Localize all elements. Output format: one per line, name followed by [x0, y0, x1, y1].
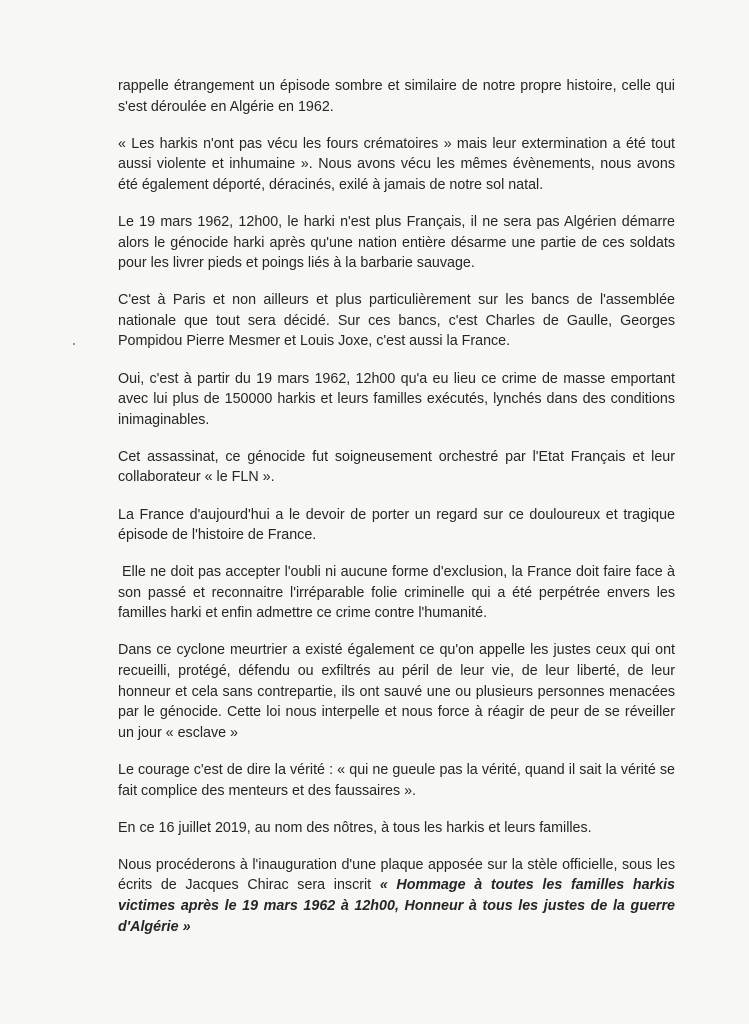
paragraph-history-echo: rappelle étrangement un épisode sombre et similaire de notre propre histoire, celle qui s'est déroulée en Algérie en 1962. [118, 78, 675, 115]
paragraph-crime-de-masse: Oui, c'est à partir du 19 mars 1962, 12h00 qu'a eu lieu ce crime de masse emportant avec lui plus de 150000 harkis et leurs familles exécutés, lynchés dans des conditions inimaginables. [118, 370, 675, 428]
paragraph-paris-assemblee: C'est à Paris et non ailleurs et plus particulièrement sur les bancs de l'assemblée nationale que tout sera décidé. Sur ces bancs, c'est Charles de Gaulle, Georges Pompidou Pierre Mesmer et Louis Joxe, c'est aussi la France. [118, 292, 675, 350]
plaque-inscription: « Hommage à toutes les familles harkis victimes après le 19 mars 1962 à 12h00, Honneur à tous les justes de la guerre d'Algérie » [118, 877, 675, 935]
plaque-intro: Nous procéderons à l'inauguration d'une plaque apposée sur la stèle officielle, sous les écrits de Jacques Chirac sera inscrit [118, 856, 675, 894]
paragraph-inauguration-plaque [118, 855, 675, 937]
paragraph-date-hommage: En ce 16 juillet 2019, au nom des nôtres, à tous les harkis et leurs familles. [118, 819, 592, 836]
paragraph-devoir-france: La France d'aujourd'hui a le devoir de porter un regard sur ce douloureux et tragique épisode de l'histoire de France. [118, 506, 675, 544]
paragraph-justes: Dans ce cyclone meurtrier a existé également ce qu'on appelle les justes ceux qui ont recueilli, protégé, défendu ou exfiltrés au péril de leur vie, de leur liberté, de leur honneur et cela sans contrepartie, ils ont sauvé une ou plusieurs personnes menacées par le génocide. Cette loi nous interpelle et nous force à réagir de peur de se réveiller un jour « esclave » [118, 642, 675, 741]
paragraph-extermination: « Les harkis n'ont pas vécu les fours crématoires » mais leur extermination a été tout aussi violente et inhumaine ». Nous avons vécu les mêmes évènements, nous avons été également déporté, déracinés, exilé à jamais de notre sol natal. [118, 135, 675, 193]
paragraph-orchestration: Cet assassinat, ce génocide fut soigneusement orchestré par l'Etat Français et leur collaborateur « le FLN ». [118, 448, 675, 486]
scan-speck [73, 343, 75, 345]
paragraph-courage-verite: Le courage c'est de dire la vérité : « qui ne gueule pas la vérité, quand il sait la vérité se fait complice des menteurs et des faussaires ». [118, 761, 675, 799]
paragraph-reconnaissance: Elle ne doit pas accepter l'oubli ni aucune forme d'exclusion, la France doit faire face à son passé et reconnaitre l'irréparable folie criminelle qui a été perpétrée envers les familles harki et enfin admettre ce crime contre l'humanité. [118, 564, 675, 622]
paragraph-19-mars: Le 19 mars 1962, 12h00, le harki n'est plus Français, il ne sera pas Algérien démarre alors le génocide harki après qu'une nation entière désarme une partie de ces soldats pour les livrer pieds et poings liés à la barbarie sauvage. [118, 213, 675, 272]
